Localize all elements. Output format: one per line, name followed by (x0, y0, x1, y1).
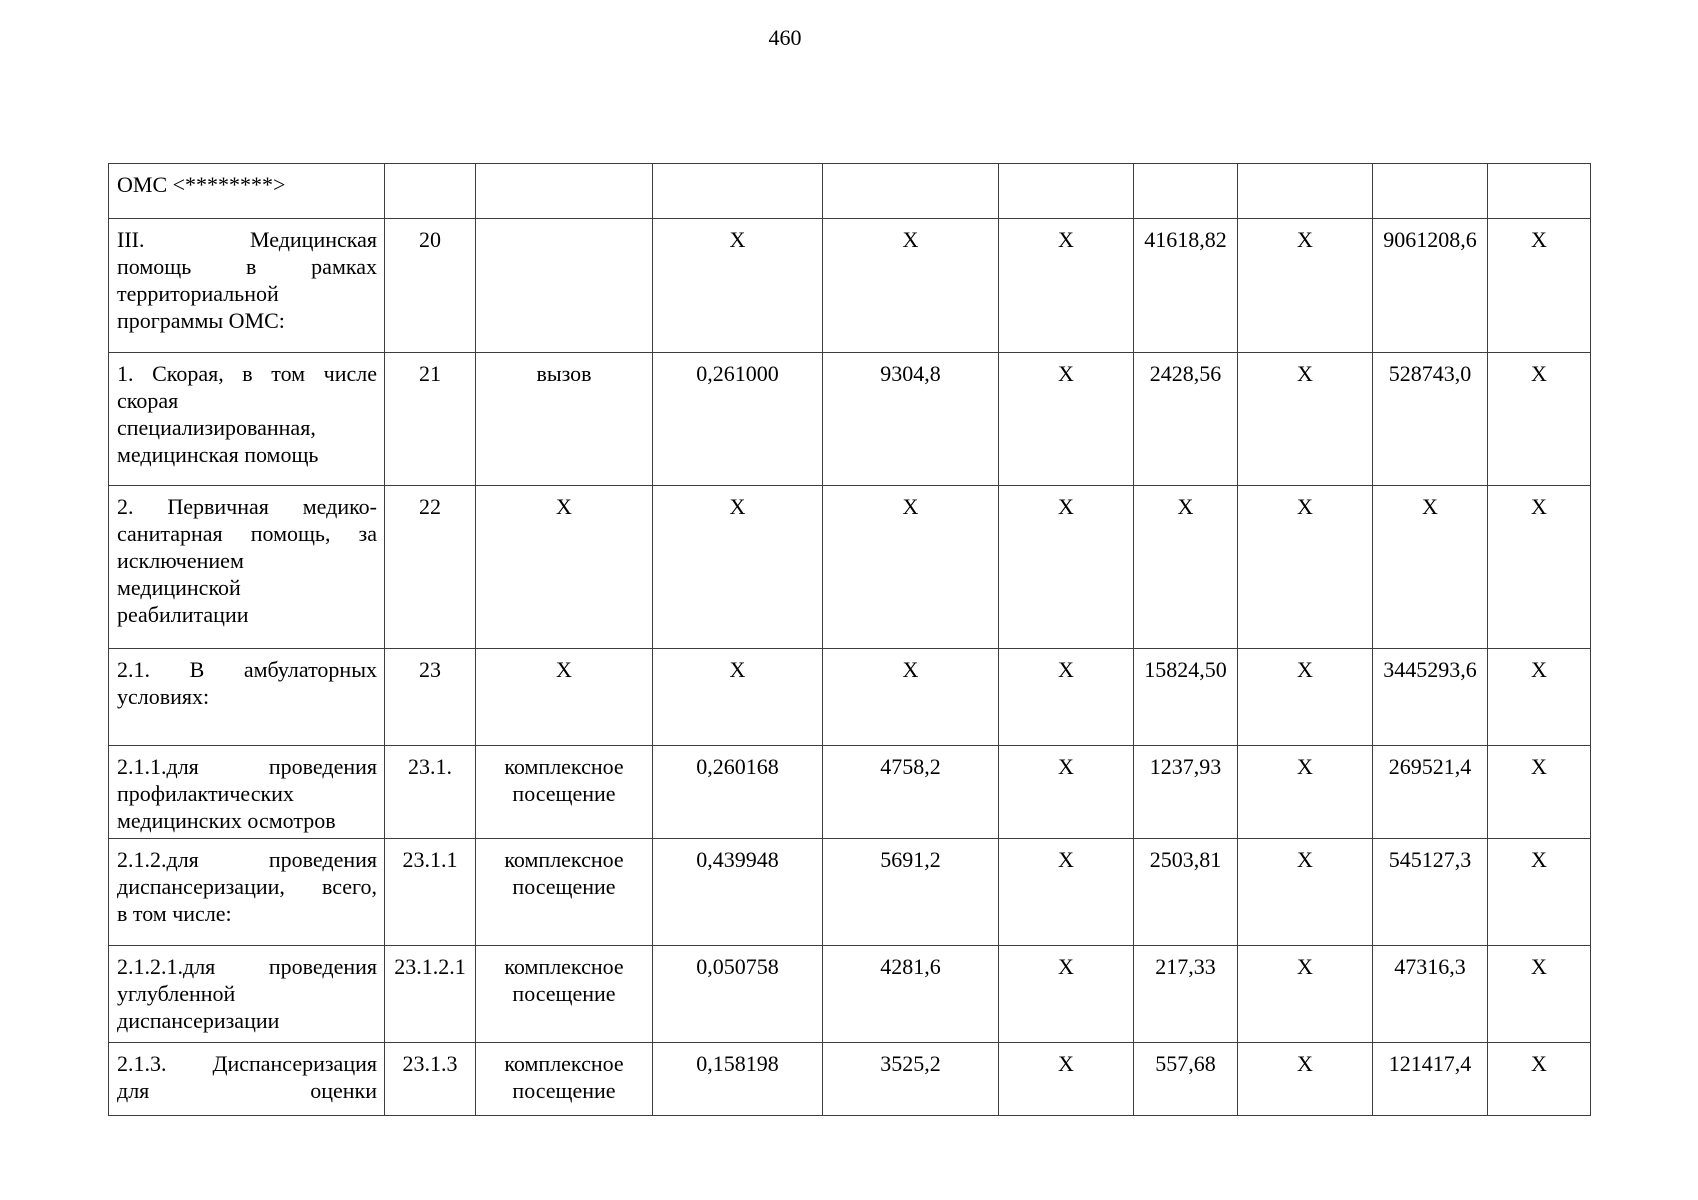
description-line: 2.1.2.для проведения (117, 847, 377, 872)
service-description-cell (109, 486, 385, 649)
description-line: медицинская помощь (117, 442, 319, 467)
table-row (109, 839, 1591, 946)
value-cell: X (1488, 746, 1591, 839)
unit-cell: X (476, 486, 653, 649)
unit-cell (476, 219, 653, 353)
page-number: 460 (768, 25, 802, 50)
value-cell: X (1488, 219, 1591, 353)
service-description-cell (109, 219, 385, 353)
unit-cell: комплексное посещение (476, 1043, 653, 1116)
unit-cell: комплексное посещение (476, 946, 653, 1043)
value-cell (653, 164, 823, 219)
value-cell: X (1488, 839, 1591, 946)
value-cell: X (823, 219, 999, 353)
value-cell: 4758,2 (823, 746, 999, 839)
line-number-cell: 21 (385, 353, 476, 486)
value-cell: 9304,8 (823, 353, 999, 486)
value-cell: X (653, 486, 823, 649)
value-cell: X (999, 839, 1134, 946)
value-cell (1488, 164, 1591, 219)
service-description-cell (109, 353, 385, 486)
value-cell: X (823, 486, 999, 649)
value-cell: 0,158198 (653, 1043, 823, 1116)
value-cell: X (999, 219, 1134, 353)
value-cell: 0,261000 (653, 353, 823, 486)
service-description-cell (109, 649, 385, 746)
description-line: скорая (117, 388, 179, 413)
value-cell: X (1373, 486, 1488, 649)
value-cell: 2428,56 (1134, 353, 1238, 486)
value-cell: 1237,93 (1134, 746, 1238, 839)
unit-cell (476, 164, 653, 219)
description-line: условиях: (117, 684, 210, 709)
value-cell: X (653, 219, 823, 353)
table-row (109, 353, 1591, 486)
value-cell: 41618,82 (1134, 219, 1238, 353)
table-row (109, 164, 1591, 219)
description-line: для оценки (117, 1078, 377, 1103)
value-cell: 2503,81 (1134, 839, 1238, 946)
value-cell: X (1238, 1043, 1373, 1116)
table-row (109, 946, 1591, 1043)
value-cell: 121417,4 (1373, 1043, 1488, 1116)
value-cell: X (1488, 486, 1591, 649)
value-cell: X (1488, 1043, 1591, 1116)
value-cell: X (999, 946, 1134, 1043)
line-number-cell: 20 (385, 219, 476, 353)
description-line: III. Медицинская (117, 227, 377, 252)
description-line: в том числе: (117, 901, 232, 926)
value-cell: 3445293,6 (1373, 649, 1488, 746)
line-number-cell: 23.1. (385, 746, 476, 839)
line-number-cell: 23.1.2.1 (385, 946, 476, 1043)
value-cell (1134, 164, 1238, 219)
table-row (109, 219, 1591, 353)
description-line: медицинской (117, 575, 241, 600)
description-line: 2.1.3. Диспансеризация (117, 1051, 377, 1076)
unit-cell: X (476, 649, 653, 746)
value-cell: 557,68 (1134, 1043, 1238, 1116)
description-line: 2. Первичная медико- (117, 494, 377, 519)
value-cell: X (1238, 219, 1373, 353)
unit-cell: вызов (476, 353, 653, 486)
description-line: специализированная, (117, 415, 316, 440)
table-body (109, 164, 1591, 1116)
value-cell: X (1488, 946, 1591, 1043)
value-cell (1238, 164, 1373, 219)
value-cell: X (999, 1043, 1134, 1116)
description-line: исключением (117, 548, 244, 573)
value-cell: X (999, 649, 1134, 746)
value-cell: 3525,2 (823, 1043, 999, 1116)
description-line: диспансеризации, всего, (117, 874, 377, 899)
value-cell (823, 164, 999, 219)
value-cell: 0,439948 (653, 839, 823, 946)
value-cell: X (1238, 746, 1373, 839)
line-number-cell: 23 (385, 649, 476, 746)
service-description-cell (109, 1043, 385, 1116)
service-description-cell (109, 164, 385, 219)
description-line: санитарная помощь, за (117, 521, 377, 546)
value-cell: X (999, 353, 1134, 486)
description-line: реабилитации (117, 602, 249, 627)
value-cell (1373, 164, 1488, 219)
value-cell: 5691,2 (823, 839, 999, 946)
value-cell: X (999, 746, 1134, 839)
description-line: 1. Скорая, в том числе (117, 361, 377, 386)
service-description-cell (109, 746, 385, 839)
description-line: углубленной (117, 981, 236, 1006)
value-cell: X (1238, 649, 1373, 746)
value-cell: 528743,0 (1373, 353, 1488, 486)
value-cell: 4281,6 (823, 946, 999, 1043)
value-cell: 47316,3 (1373, 946, 1488, 1043)
line-number-cell (385, 164, 476, 219)
line-number-cell: 22 (385, 486, 476, 649)
description-line: 2.1. В амбулаторных (117, 657, 377, 682)
value-cell: X (653, 649, 823, 746)
value-cell: 0,050758 (653, 946, 823, 1043)
value-cell: X (1238, 353, 1373, 486)
value-cell: 15824,50 (1134, 649, 1238, 746)
value-cell: X (1238, 946, 1373, 1043)
unit-cell: комплексное посещение (476, 746, 653, 839)
table-row (109, 486, 1591, 649)
value-cell: 0,260168 (653, 746, 823, 839)
description-line: территориальной (117, 281, 279, 306)
description-line: помощь в рамках (117, 254, 377, 279)
value-cell (999, 164, 1134, 219)
description-line: 2.1.2.1.для проведения (117, 954, 377, 979)
value-cell: X (1488, 353, 1591, 486)
value-cell: 545127,3 (1373, 839, 1488, 946)
value-cell: X (823, 649, 999, 746)
line-number-cell: 23.1.1 (385, 839, 476, 946)
value-cell: X (1238, 839, 1373, 946)
table-row (109, 746, 1591, 839)
description-line: программы ОМС: (117, 308, 285, 333)
description-line: ОМС <********> (117, 172, 286, 197)
value-cell: 9061208,6 (1373, 219, 1488, 353)
unit-cell: комплексное посещение (476, 839, 653, 946)
value-cell: 217,33 (1134, 946, 1238, 1043)
description-line: медицинских осмотров (117, 808, 336, 833)
value-cell: X (1134, 486, 1238, 649)
line-number-cell: 23.1.3 (385, 1043, 476, 1116)
description-line: профилактических (117, 781, 294, 806)
service-description-cell (109, 946, 385, 1043)
description-line: 2.1.1.для проведения (117, 754, 377, 779)
table-row (109, 649, 1591, 746)
description-line: диспансеризации (117, 1008, 280, 1033)
value-cell: X (999, 486, 1134, 649)
value-cell: 269521,4 (1373, 746, 1488, 839)
omc-tariff-table (108, 163, 1591, 1116)
service-description-cell (109, 839, 385, 946)
value-cell: X (1488, 649, 1591, 746)
table-row (109, 1043, 1591, 1116)
value-cell: X (1238, 486, 1373, 649)
